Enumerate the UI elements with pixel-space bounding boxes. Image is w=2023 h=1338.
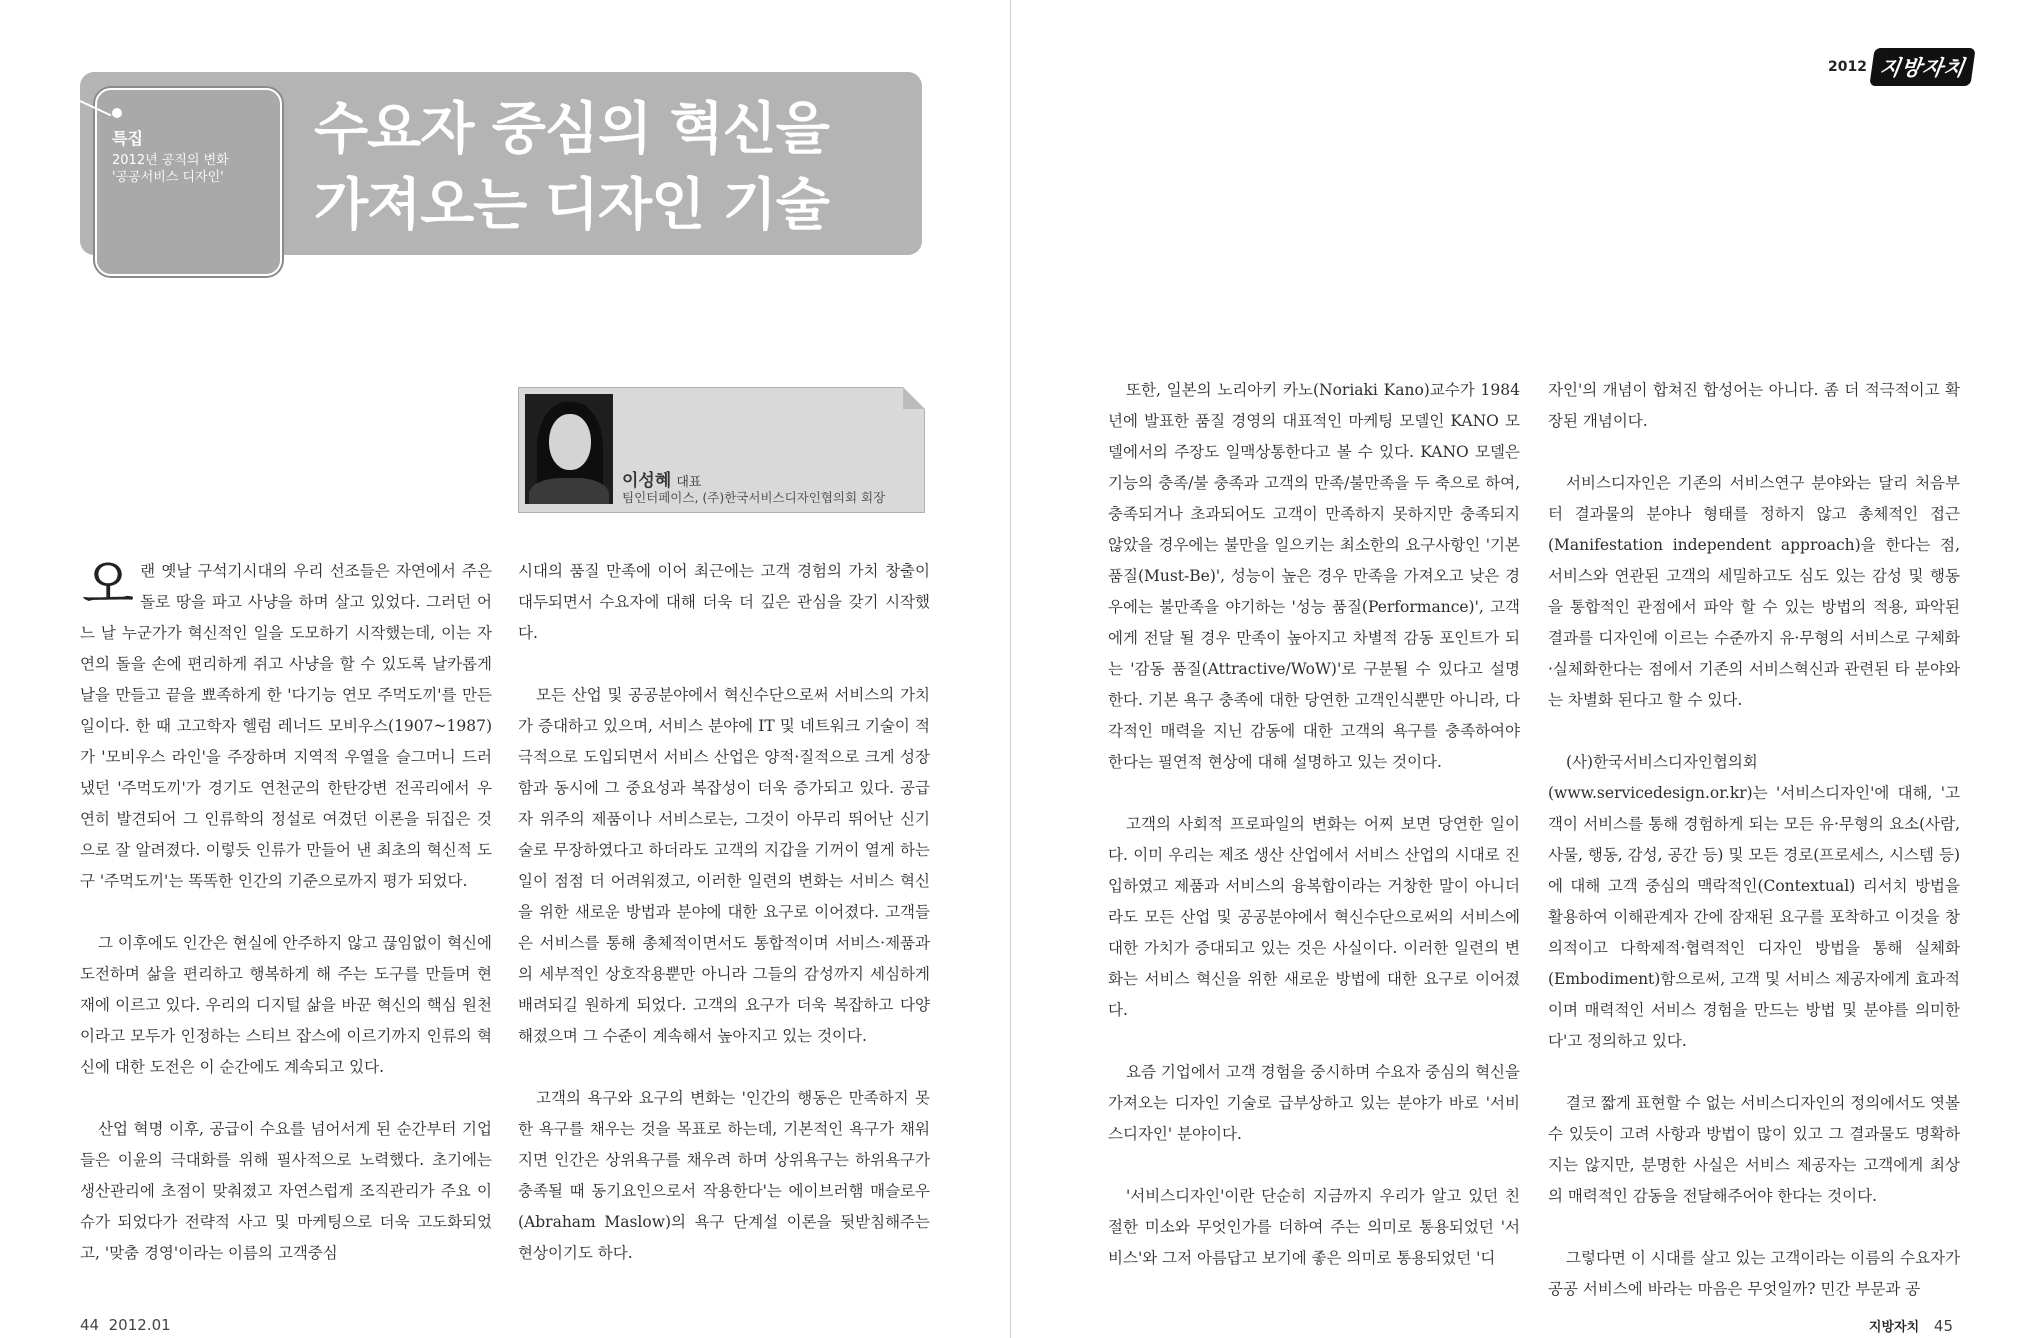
bullet-icon (112, 108, 122, 118)
page-spine (1010, 0, 1011, 1338)
tag-subtitle-2: '공공서비스 디자인' (112, 170, 224, 185)
paragraph: 요즘 기업에서 고객 경험을 중시하며 수요자 중심의 혁신을 가져오는 디자인 기술로 급부상하고 있는 분야가 바로 '서비스디자인' 분야이다. (1108, 1063, 1520, 1143)
paragraph: 시대의 품질 만족에 이어 최근에는 고객 경험의 가치 창출이 대두되면서 수요자에 대해 더욱 더 깊은 관심을 갖기 시작했다. (518, 562, 930, 642)
article-column-3 (1108, 375, 1520, 1305)
magazine-name: 지방자치 (1868, 1320, 1920, 1335)
tag-subtitle-1: 2012년 공직의 변화 (112, 153, 229, 168)
page-number-right: 45 (1933, 1317, 1953, 1335)
tag-title: 특집 (112, 129, 143, 148)
paragraph: 모든 산업 및 공공분야에서 혁신수단으로써 서비스의 가치가 증대하고 있으며, 서비스 분야에 IT 및 네트워크 기술이 적극적으로 도입되면서 서비스 산업은 양적·질적으로 크게 성장함과 동시에 그 중요성과 복잡성이 더욱 증가되고 있다. 공급자 위주의 제품이나 서비스로는, 그것이 아무리 뛰어난 신기술로 무장하였다고 하더라도 고객의 지갑을 기꺼이 열게 하는 일이 점점 더 어려워졌고, 이러한 일련의 변화는 서비스 혁신을 위한 새로운 방법과 분야에 대한 요구로 이어졌다. 고객들은 서비스를 통해 총체적이면서도 통합적이며 서비스·제품과의 세부적인 상호작용뿐만 아니라 그들의 감성까지 세심하게 배려되길 원하게 되었다. 고객의 요구가 더욱 복잡하고 다양해졌으며 그 수준이 계속해서 높아지고 있는 것이다. (518, 686, 930, 1045)
page-number-left: 44 (80, 1316, 100, 1334)
section-tag (112, 126, 229, 186)
author-name: 이성혜 (622, 471, 672, 491)
folded-corner-icon (903, 387, 925, 409)
paragraph: (사)한국서비스디자인협의회(www.servicedesign.or.kr)는 '서비스디자인'에 대해, '고객이 서비스를 통해 경험하게 되는 모든 유·무형의 요소(사람, 사물, 행동, 감성, 공간 등) 및 모든 경로(프로세스, 시스템 등)에 대해 고객 중심의 맥락적인(Contextual) 리서치 방법을 활용하여 이해관계자 간에 잠재된 요구를 포착하고 이것을 창의적이고 다학제적·협력적인 디자인 방법을 통해 실체화(Embodiment)함으로써, 고객 및 서비스 제공자에게 효과적이며 매력적인 서비스 경험을 만드는 방법 및 분야를 의미한다'고 정의하고 있다. (1548, 753, 1960, 1050)
paragraph: 그렇다면 이 시대를 살고 있는 고객이라는 이름의 수요자가 공공 서비스에 바라는 마음은 무엇일까? 민간 부문과 공 (1548, 1249, 1960, 1298)
magazine-logo (1828, 48, 1973, 86)
paragraph: 자인'의 개념이 합쳐진 합성어는 아니다. 좀 더 적극적이고 확장된 개념이다. (1548, 381, 1960, 430)
article-column-4 (1548, 375, 1960, 1336)
article-column-2 (518, 556, 930, 1300)
paragraph: 고객의 욕구와 요구의 변화는 '인간의 행동은 만족하지 못한 욕구를 채우는 것을 목표로 하는데, 기본적인 욕구가 채워지면 인간은 상위욕구를 채우려 하며 상위욕구는 하위욕구가 충족될 때 동기요인으로서 작용한다'는 에이브러햄 매슬로우(Abraham Maslow)의 욕구 단계설 이론을 뒷받침해주는 현상이기도 하다. (518, 1089, 930, 1262)
author-box (518, 387, 925, 513)
issue-date: 2012.01 (108, 1316, 171, 1334)
paragraph: 고객의 사회적 프로파일의 변화는 어찌 보면 당연한 일이다. 이미 우리는 제조 생산 산업에서 서비스 산업의 시대로 진입하였고 제품과 서비스의 융복합이라는 거창한 말이 아니더라도 모든 산업 및 공공분야에서 혁신수단으로써의 서비스에 대한 가치가 증대되고 있는 것은 사실이다. 이러한 일련의 변화는 서비스 혁신을 위한 새로운 방법에 대한 요구로 이어졌다. (1108, 815, 1520, 1019)
logo-year: 2012 (1828, 59, 1867, 75)
article-title (314, 92, 829, 244)
left-page-footer (80, 1316, 171, 1334)
author-role: 대표 (676, 475, 702, 490)
paragraph: 서비스디자인은 기존의 서비스연구 분야와는 달리 처음부터 결과물의 분야나 형태를 정하지 않고 총체적인 접근(Manifestation independent approach)을 한다는 점, 서비스와 연관된 고객의 세밀하고도 심도 있는 감성 및 행동을 통합적인 관점에서 파악 할 수 있는 방법의 적용, 파악된 결과를 디자인에 이르는 수준까지 유·무형의 서비스로 구체화·실체화한다는 점에서 기존의 서비스혁신과 관련된 타 분야와는 차별화 된다고 할 수 있다. (1548, 474, 1960, 709)
paragraph: '서비스디자인'이란 단순히 지금까지 우리가 알고 있던 친절한 미소와 무엇인가를 더하여 주는 의미로 통용되었던 '서비스'와 그저 아름답고 보기에 좋은 의미로 통용되었던 '디 (1108, 1187, 1520, 1267)
right-page-footer (1869, 1316, 1953, 1335)
article-column-1 (80, 553, 492, 1300)
paragraph: 산업 혁명 이후, 공급이 수요를 넘어서게 된 순간부터 기업들은 이윤의 극대화를 위해 필사적으로 노력했다. 초기에는 생산관리에 초점이 맞춰졌고 자연스럽게 조직관리가 주요 이슈가 되었다가 전략적 사고 및 마케팅으로 더욱 고도화되었고, '맞춤 경영'이라는 이름의 고객중심 (80, 1120, 492, 1262)
drop-cap: 오 (82, 553, 135, 616)
paragraph: 또한, 일본의 노리아키 카노(Noriaki Kano)교수가 1984년에 발표한 품질 경영의 대표적인 마케팅 모델인 KANO 모델에서의 주장도 일맥상통한다고 볼 수 있다. KANO 모델은 기능의 충족/불 충족과 고객의 만족/불만족을 두 축으로 하여, 충족되거나 초과되어도 고객이 만족하지 못하지만 충족되지 않았을 경우에는 불만을 일으키는 최소한의 요구사항인 '기본 품질(Must-Be)', 성능이 높은 경우 만족을 가져오고 낮은 경우에는 불만족을 야기하는 '성능 품질(Performance)', 고객에게 전달 될 경우 만족이 높아지고 차별적 감동 포인트가 되는 '감동 품질(Attractive/WoW)'로 구분될 수 있다고 설명한다. 기본 욕구 충족에 대한 당연한 고객인식뿐만 아니라, 다각적인 매력을 지닌 감동에 대한 고객의 욕구를 충족하여야 한다는 필연적 현상에 대해 설명하고 있는 것이다. (1108, 381, 1520, 771)
title-line-1: 수요자 중심의 혁신을 (314, 97, 829, 162)
author-portrait-icon (525, 394, 613, 504)
logo-name: 지방자치 (1869, 48, 1975, 86)
paragraph-text: 랜 옛날 구석기시대의 우리 선조들은 자연에서 주은 돌로 땅을 파고 사냥을 하며 살고 있었다. 그러던 어느 날 누군가가 혁신적인 일을 도모하기 시작했는데, 이는 자연의 돌을 손에 편리하게 쥐고 사냥을 할 수 있도록 날카롭게 날을 만들고 끝을 뾰족하게 한 '다기능 연모 주먹도끼'를 만든 일이다. 한 때 고고학자 헬럼 레너드 모비우스(1907~1987)가 '모비우스 라인'을 주장하며 지역적 우열을 슬그머니 드러냈던 '주먹도끼'가 경기도 연천군의 한탄강변 전곡리에서 우연히 발견되어 그 인류학의 정설로 여겼던 이론을 뒤집은 것으로 잘 알려졌다. 이렇듯 인류가 만들어 낸 최초의 혁신적 도구 '주먹도끼'는 똑똑한 인간의 기준으로까지 평가 되었다. (80, 562, 492, 890)
paragraph: 그 이후에도 인간은 현실에 안주하지 않고 끊임없이 혁신에 도전하며 삶을 편리하고 행복하게 해 주는 도구를 만들며 현재에 이르고 있다. 우리의 디지털 삶을 바꾼 혁신의 핵심 원천이라고 모두가 인정하는 스티브 잡스에 이르기까지 인류의 혁신에 대한 도전은 이 순간에도 계속되고 있다. (80, 934, 492, 1076)
paragraph: 결코 짧게 표현할 수 없는 서비스디자인의 정의에서도 엿볼 수 있듯이 고려 사항과 방법이 많이 있고 그 결과물도 명확하지는 않지만, 분명한 사실은 서비스 제공자는 고객에게 최상의 매력적인 감동을 전달해주어야 한다는 것이다. (1548, 1094, 1960, 1205)
paragraph (80, 553, 492, 897)
title-line-2: 가져오는 디자인 기술 (314, 173, 829, 238)
author-organization: 팀인터페이스, (주)한국서비스디자인협의회 회장 (622, 490, 886, 505)
